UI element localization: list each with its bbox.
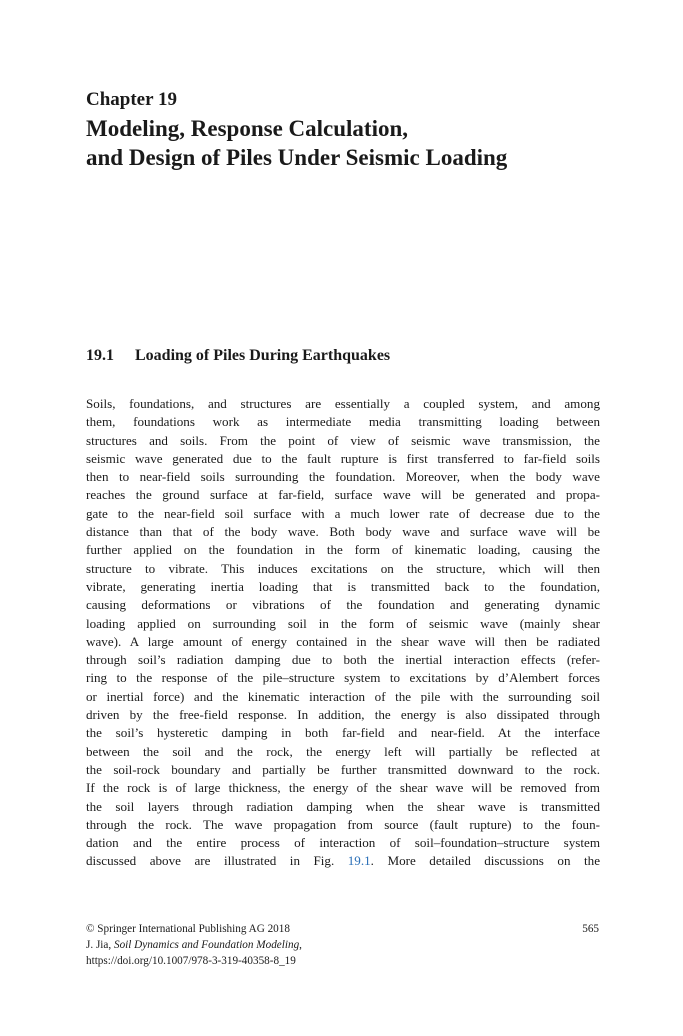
chapter-title <box>86 114 626 172</box>
paragraph-line: between the soil and the rock, the energy left will partially be reflected at <box>86 743 600 759</box>
section-title: Loading of Piles During Earthquakes <box>135 347 391 364</box>
last-line-after: . More detailed discussions on the <box>370 853 600 869</box>
section-number: 19.1 <box>86 347 114 364</box>
paragraph-line: distance than that of the body wave. Both body wave and surface wave will be <box>86 524 600 540</box>
paragraph-line: causing deformations or vibrations of the foundation and generating dynamic <box>86 597 600 613</box>
paragraph-line: loading applied on surrounding soil in the form of seismic wave (mainly shear <box>86 615 600 631</box>
doi-link[interactable]: https://doi.org/10.1007/978-3-319-40358-8_19 <box>86 955 296 967</box>
chapter-label: Chapter 19 <box>86 89 177 110</box>
copyright-line: © Springer International Publishing AG 2018 <box>86 923 290 935</box>
citation-book: Soil Dynamics and Foundation Modeling <box>113 939 300 951</box>
paragraph-line: then to near-field soils surrounding the foundation. Moreover, when the body wave <box>86 469 600 485</box>
page-number: 565 <box>582 923 599 935</box>
paragraph-line: driven by the free-field response. In addition, the energy is also dissipated through <box>86 707 600 723</box>
paragraph-line: them, foundations work as intermediate media transmitting loading between <box>86 414 600 430</box>
paragraph-line: gate to the near-field soil surface with a much lower rate of decrease due to the <box>86 505 600 521</box>
paragraph-line: If the rock is of large thickness, the energy of the shear wave will be removed from <box>86 780 600 796</box>
paragraph-last-line <box>86 852 600 870</box>
paragraph-line: vibrate, generating inertia loading that is transmitted back to the foundation, <box>86 578 600 594</box>
paragraph-line: seismic wave generated due to the fault rupture is first transferred to far-field soils <box>86 450 600 466</box>
last-line-before: discussed above are illustrated in Fig. <box>86 853 335 869</box>
figure-link[interactable]: 19.1 <box>347 853 371 869</box>
paragraph-line: through the rock. The wave propagation from source (fault rupture) to the foun- <box>86 816 600 832</box>
body-paragraph <box>86 395 600 871</box>
paragraph-line: or inertial force) and the kinematic interaction of the pile with the surrounding soil <box>86 688 600 704</box>
paragraph-line: wave). A large amount of energy contained in the shear wave will then be radiated <box>86 633 600 649</box>
citation-comma: , <box>299 939 302 951</box>
paragraph-line: the soil layers through radiation damping when the shear wave is transmitted <box>86 798 600 814</box>
paragraph-line: the soil’s hysteretic damping in both far-field and near-field. At the interface <box>86 725 600 741</box>
paragraph-line: the soil-rock boundary and partially be further transmitted downward to the rock. <box>86 761 600 777</box>
paragraph-line: ring to the response of the pile–structure system to excitations by d’Alembert forces <box>86 670 600 686</box>
paragraph-line: dation and the entire process of interaction of soil–foundation–structure system <box>86 835 600 851</box>
paragraph-line: structure to vibrate. This induces excitations on the structure, which will then <box>86 560 600 576</box>
footer-citation <box>86 921 302 969</box>
paragraph-line: reaches the ground surface at far-field, surface wave will be generated and propa- <box>86 487 600 503</box>
paragraph-line: through soil’s radiation damping due to both the inertial interaction effects (refer- <box>86 652 600 668</box>
section-heading <box>86 346 390 366</box>
citation-author: J. Jia, <box>86 939 114 951</box>
chapter-title-line-2: and Design of Piles Under Seismic Loading <box>86 145 508 170</box>
chapter-title-line-1: Modeling, Response Calculation, <box>86 116 409 141</box>
paragraph-line: Soils, foundations, and structures are essentially a coupled system, and among <box>86 396 600 411</box>
citation-line <box>86 937 302 953</box>
paragraph-line: structures and soils. From the point of view of seismic wave transmission, the <box>86 432 600 448</box>
paragraph-line: further applied on the foundation in the form of kinematic loading, causing the <box>86 542 600 558</box>
